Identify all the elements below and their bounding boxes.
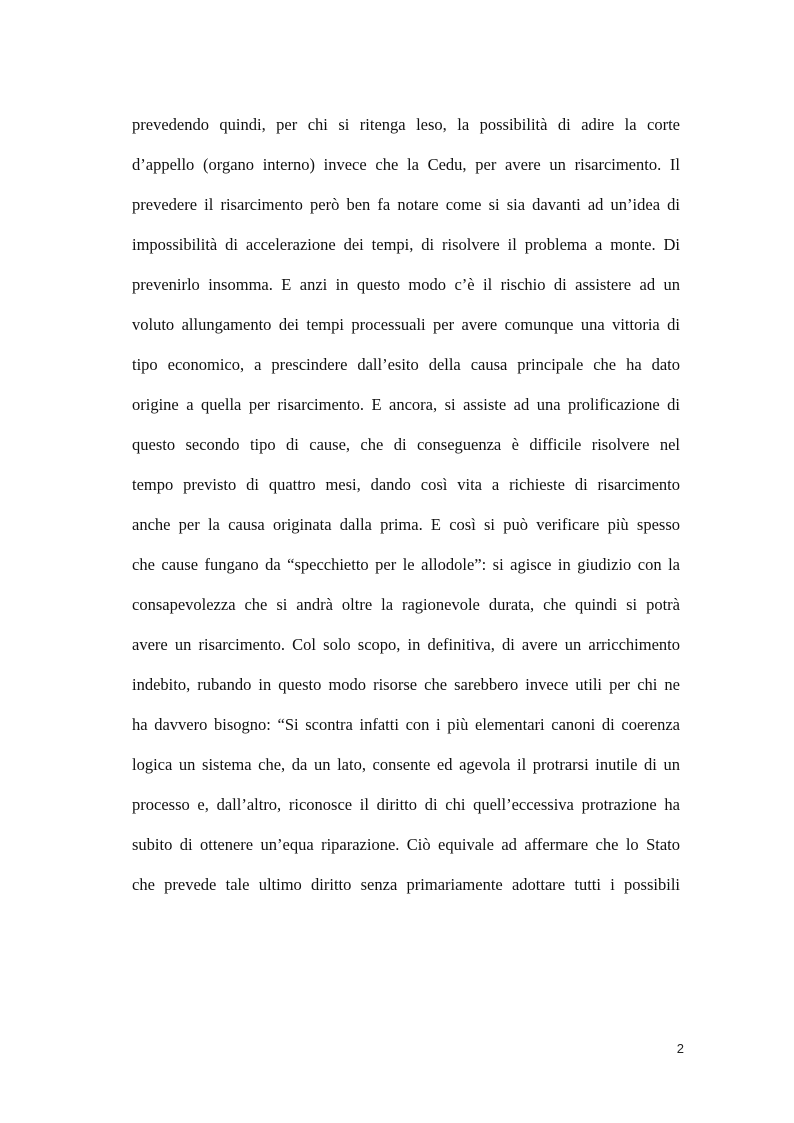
text-line-8: origine a quella per risarcimento. E ancora, si assiste ad una prolificazione di [132,395,680,414]
text-line-2: d’appello (organo interno) invece che la Cedu, per avere un risarcimento. Il [132,155,680,174]
body-text [132,110,680,910]
text-line-7: tipo economico, a prescindere dall’esito della causa principale che ha dato [132,355,680,374]
page-number: 2 [676,1041,684,1056]
text-line-6: voluto allungamento dei tempi processuali per avere comunque una vittoria di [132,315,680,334]
text-line-11: anche per la causa originata dalla prima. E così si può verificare più spesso [132,515,680,534]
text-line-3: prevedere il risarcimento però ben fa notare come si sia davanti ad un’idea di [132,195,680,214]
text-line-20: che prevede tale ultimo diritto senza primariamente adottare tutti i possibili [132,875,680,894]
text-line-16: ha davvero bisogno: “Si scontra infatti con i più elementari canoni di coerenza [132,715,680,734]
text-line-13: consapevolezza che si andrà oltre la ragionevole durata, che quindi si potrà [132,595,680,614]
text-line-15: indebito, rubando in questo modo risorse che sarebbero invece utili per chi ne [132,675,680,694]
text-line-14: avere un risarcimento. Col solo scopo, in definitiva, di avere un arricchimento [132,635,680,654]
text-line-18: processo e, dall’altro, riconosce il diritto di chi quell’eccessiva protrazione ha [132,795,680,814]
text-line-9: questo secondo tipo di cause, che di conseguenza è difficile risolvere nel [132,435,680,454]
text-line-5: prevenirlo insomma. E anzi in questo modo c’è il rischio di assistere ad un [132,275,680,294]
text-line-1: prevedendo quindi, per chi si ritenga leso, la possibilità di adire la corte [132,115,680,134]
text-line-10: tempo previsto di quattro mesi, dando così vita a richieste di risarcimento [132,475,680,494]
text-line-12: che cause fungano da “specchietto per le allodole”: si agisce in giudizio con la [132,555,680,574]
text-line-17: logica un sistema che, da un lato, consente ed agevola il protrarsi inutile di un [132,755,680,774]
text-line-4: impossibilità di accelerazione dei tempi, di risolvere il problema a monte. Di [132,235,680,254]
text-line-19: subito di ottenere un’equa riparazione. Ciò equivale ad affermare che lo Stato [132,835,680,854]
